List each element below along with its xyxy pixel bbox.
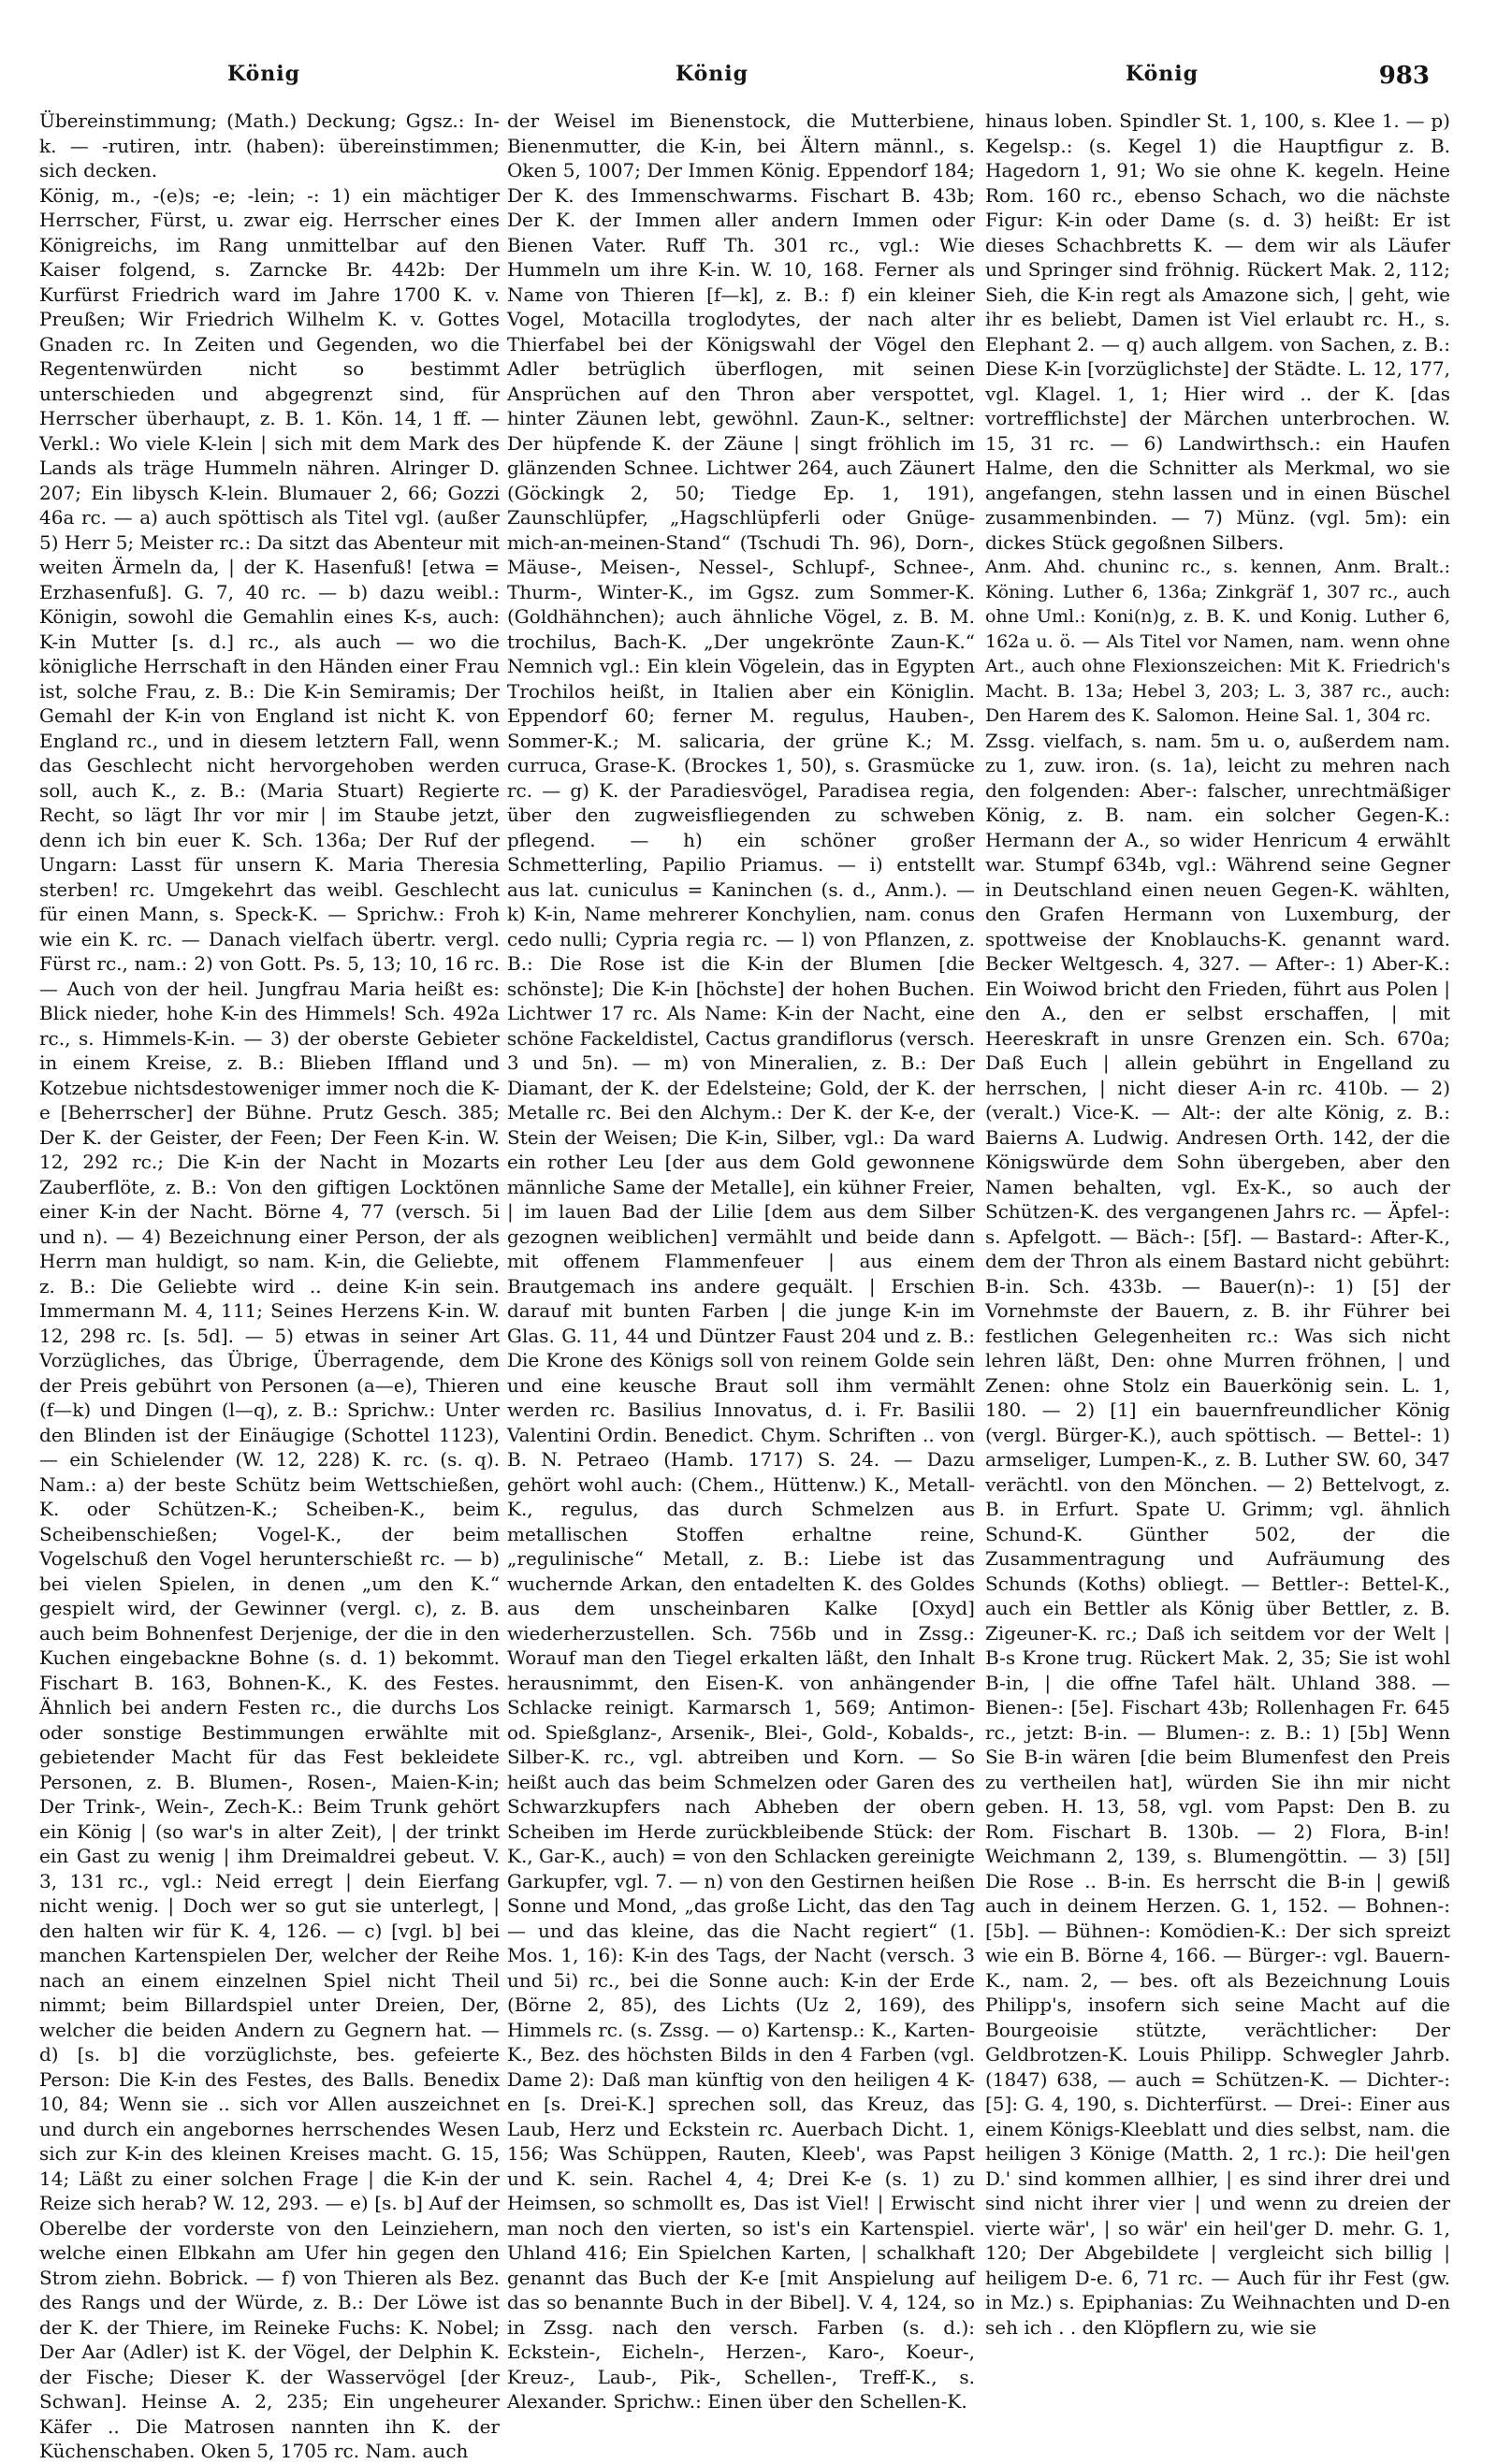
text-column-3 [985,109,1450,2339]
left-running-headword: König [227,62,301,86]
entry-koenig: König, m., -(e)s; -e; -lein; -: 1) ein mächtiger Herrscher, Fürst, u. zwar eig. Herrscher eines Königreichs, im Rang unmittelbar auf den Kaiser folgend, s. Zarncke Br. 442b: Der Kurfürst Friedrich ward im Jahre 1700 K. v. Preußen; Wir Friedrich Wilhelm K. v. Gottes Gnaden rc. In Zeiten und Gegenden, wo die Regentenwürden nicht so bestimmt unterschieden und abgegrenzt sind, für Herrscher überhaupt, z. B. 1. Kön. 14, 1 ff. — Verkl.: Wo viele K-lein | sich mit dem Mark des Lands als träge Hummeln nähren. Alringer D. 207; Ein libysch K-lein. Blumauer 2, 66; Gozzi 46a rc. — a) auch spöttisch als Titel vgl. (außer 5) Herr 5; Meister rc.: Da sitzt das Abenteur mit weiten Ärmeln da, | der K. Hasenfuß! [etwa = Erzhasenfuß]. G. 7, 40 rc. — b) dazu weibl.: Königin, sowohl die Gemahlin eines K-s, auch: K-in Mutter [s. d.] rc., als auch — wo die königliche Herrschaft in den Händen einer Frau ist, solche Frau, z. B.: Die K-in Semiramis; Der Gemahl der K-in von England ist nicht K. von England rc., und in diesem letztern Fall, wenn das Geschlecht nicht hervorgehoben werden soll, auch K., z. B.: (Maria Stuart) Regierte Recht, so lägt Ihr vor mir | im Staube jetzt, denn ich bin euer K. Sch. 136a; Der Ruf der Ungarn: Lasst für unsern K. Maria Theresia sterben! rc. Umgekehrt das weibl. Geschlecht für einen Mann, s. Speck-K. — Sprichw.: Froh wie ein K. rc. — Danach vielfach übertr. vergl. Fürst rc., nam.: 2) von Gott. Ps. 5, 13; 10, 16 rc. — Auch von der heil. Jungfrau Maria heißt es: Blick nieder, hohe K-in des Himmels! Sch. 492a rc., s. Himmels-K-in. — 3) der oberste Gebieter in einem Kreise, z. B.: Blieben Iffland und Kotzebue nichtsdestoweniger immer noch die K-e [Beherrscher] der Bühne. Prutz Gesch. 385; Der K. der Geister, der Feen; Der Feen K-in. W. 12, 292 rc.; Die K-in der Nacht in Mozarts Zauberflöte, z. B.: Von den giftigen Locktönen einer K-in der Nacht. Börne 4, 77 (versch. 5i und n). — 4) Bezeichnung einer Person, der als Herrn man huldigt, so nam. K-in, die Geliebte, z. B.: Die Geliebte wird .. deine K-in sein. Immermann M. 4, 111; Seines Herzens K-in. W. 12, 298 rc. [s. 5d]. — 5) etwas in seiner Art Vorzügliches, das Übrige, Überragende, dem der Preis gebührt von Personen (a—e), Thieren (f—k) und Dingen (l—q), z. B.: Sprichw.: Unter den Blinden ist der Einäugige (Schottel 1123), — ein Schielender (W. 12, 228) K. rc. (s. q). Nam.: a) der beste Schütz beim Wettschießen, K. oder Schützen-K.; Scheiben-K., beim Scheibenschießen; Vogel-K., der beim Vogelschuß den Vogel herunterschießt rc. — b) bei vielen Spielen, in denen „um den K.“ gespielt wird, der Gewinner (vergl. c), z. B. auch beim Bohnenfest Derjenige, der die in den Kuchen eingebackne Bohne (s. d. 1) bekommt. Fischart B. 163, Bohnen-K., K. des Festes. Ähnlich bei andern Festen rc., die durchs Los oder sonstige Bestimmungen erwählte mit gebietender Macht für das Fest bekleidete Personen, z. B. Blumen-, Rosen-, Maien-K-in; Der Trink-, Wein-, Zech-K.: Beim Trunk gehört ein König | (so war's in alter Zeit), | der trinkt ein Gast zu wenig | ihm Dreimaldrei gebeut. V. 3, 131 rc., vgl.: Neid erregt | dein Eierfang nicht wenig. | Doch wer so gut sie unterlegt, | den halten wir für K. 4, 126. — c) [vgl. b] bei manchen Kartenspielen Der, welcher der Reihe nach an einem einzelnen Spiel nicht Theil nimmt; beim Billardspiel unter Dreien, Der, welcher die beiden Andern zu Gegnern hat. — d) [s. b] die vorzüglichste, bes. gefeierte Person: Die K-in des Festes, des Balls. Benedix 10, 84; Wenn sie .. sich vor Allen auszeichnet und durch ein angebornes herrschendes Wesen sich zur K-in des kleinen Kreises macht. G. 15, 14; Läßt zu einer solchen Frage | die K-in der Reize sich herab? W. 12, 293. — e) [s. b] Auf der Oberelbe der vorderste von den Leinziehern, welche einen Elbkahn am Ufer hin gegen den Strom ziehn. Bobrick. — f) von Thieren als Bez. des Rangs und der Würde, z. B.: Der Löwe ist der K. der Thiere, im Reineke Fuchs: K. Nobel; Der Aar (Adler) ist K. der Vögel, der Delphin K. der Fische; Dieser K. der Wasservögel [der Schwan]. Heinse A. 2, 235; Ein ungeheurer Käfer .. Die Matrosen nannten ihn K. der Küchenschaben. Oken 5, 1705 rc. Nam. auch [39,183,500,2462]
column-3-paragraph: hinaus loben. Spindler St. 1, 100, s. Klee 1. — p) Kegelsp.: (s. Kegel 1) die Hauptfigur z. B. Hagedorn 1, 91; Wo sie ohne K. kegeln. Heine Rom. 160 rc., ebenso Schach, wo die nächste Figur: K-in oder Dame (s. d. 3) heißt: Er ist dieses Schachbretts K. — dem wir als Läufer und Springer sind fröhnig. Rückert Mak. 2, 112; Sieh, die K-in regt als Amazone sich, | geht, wie ihr es beliebt, Damen ist Viel erlaubt rc. H., s. Elephant 2. — q) auch allgem. von Sachen, z. B.: Diese K-in [vorzüglichste] der Städte. L. 12, 177, vgl. Klagel. 1, 1; Hier wird .. der K. [das vortrefflichste] der Märchen unterbrochen. W. 15, 31 rc. — 6) Landwirthsch.: ein Haufen Halme, den die Schnitter als Merkmal, wo sie angefangen, stehn lassen und in einen Büschel zusammenbinden. — 7) Münz. (vgl. 5m): ein dickes Stück gegoßnen Silbers. [985,109,1450,554]
page-number: 983 [1378,62,1430,90]
page-header [0,62,1497,99]
middle-running-headword: König [676,62,749,86]
column-1-paragraph: Übereinstimmung; (Math.) Deckung; Ggsz.: In-k. — -rutiren, intr. (haben): übereinstimmen; sich decken. [39,109,500,181]
text-column-2 [507,109,975,2413]
column-2-paragraph: der Weisel im Bienenstock, die Mutterbiene, Bienenmutter, die K-in, bei Ältern männl., s. Oken 5, 1007; Der Immen König. Eppendorf 184; Der K. des Immenschwarms. Fischart B. 43b; Der K. der Immen aller andern Immen oder Bienen Vater. Ruff Th. 301 rc., vgl.: Wie Hummeln um ihre K-in. W. 10, 168. Ferner als Name von Thieren [f—k], z. B.: f) ein kleiner Vogel, Motacilla troglodytes, der nach alter Thierfabel bei der Königswahl der Vögel den Adler betrüglich überflogen, mit seinen Ansprüchen auf den Thron aber verspottet, hinter Zäunen lebt, gewöhnl. Zaun-K., seltner: Der hüpfende K. der Zäune | singt fröhlich im glänzenden Schnee. Lichtwer 264, auch Zäunert (Göckingk 2, 50; Tiedge Ep. 1, 191), Zaunschlüpfer, „Hagschlüpferli oder Gnüge-mich-an-meinen-Stand“ (Tschudi Th. 96), Dorn-, Mäuse-, Meisen-, Nessel-, Schlupf-, Schnee-, Thurm-, Winter-K., im Ggsz. zum Sommer-K. (Goldhähnchen); auch ähnliche Vögel, z. B. M. trochilus, Bach-K. „Der ungekrönte Zaun-K.“ Nemnich vgl.: Ein klein Vögelein, das in Egypten Trochilos heißt, in Italien aber ein Königlin. Eppendorf 60; ferner M. regulus, Hauben-, Sommer-K.; M. salicaria, der grüne K.; M. curruca, Grase-K. (Brockes 1, 50), s. Grasmücke rc. — g) K. der Paradiesvögel, Paradisea regia, über den zugweisfliegenden zu schweben pflegend. — h) ein schöner großer Schmetterling, Papilio Priamus. — i) entstellt aus lat. cuniculus = Kaninchen (s. d., Anm.). — k) K-in, Name mehrerer Konchylien, nam. conus cedo nulli; Cypria regia rc. — l) von Pflanzen, z. B.: Die Rose ist die K-in der Blumen [die schönste]; Die K-in [höchste] der hohen Buchen. Lichtwer 17 rc. Als Name: K-in der Nacht, eine schöne Fackeldistel, Cactus grandiflorus (versch. 3 und 5n). — m) von Mineralien, z. B.: Der Diamant, der K. der Edelsteine; Gold, der K. der Metalle rc. Bei den Alchym.: Der K. der K-e, der Stein der Weisen; Die K-in, Silber, vgl.: Da ward ein rother Leu [der aus dem Gold gewonnene männliche Same der Metalle], ein kühner Freier, | im lauen Bad der Lilie [dem aus dem Silber gezognen weiblichen] vermählt und beide dann mit offenem Flammenfeuer | aus einem Brautgemach ins andere gequält. | Erschien darauf mit bunten Farben | die junge K-in im Glas. G. 11, 44 und Düntzer Faust 204 und z. B.: Die Krone des Königs soll von reinem Golde sein und eine keusche Braut soll ihm vermählt werden rc. Basilius Innovatus, d. i. Fr. Basilii Valentini Ordin. Benedict. Chym. Schriften .. von B. N. Petraeo (Hamb. 1717) S. 24. — Dazu gehört wohl auch: (Chem., Hüttenw.) K., Metall-K., regulus, das durch Schmelzen aus metallischen Stoffen erhaltne reine, „regulinische“ Metall, z. B.: Liebe ist das wuchernde Arkan, den entadelten K. des Goldes aus dem unscheinbaren Kalke [Oxyd] wiederherzustellen. Sch. 756b und in Zssg.: Worauf man den Tiegel erkalten läßt, den Inhalt herausnimmt, den Eisen-K. von anhängender Schlacke reinigt. Karmarsch 1, 569; Antimon- od. Spießglanz-, Arsenik-, Blei-, Gold-, Kobalds-, Silber-K. rc., vgl. abtreiben und Korn. — So heißt auch das beim Schmelzen oder Garen des Schwarzkupfers nach Abheben der obern Scheiben im Herde zurückbleibende Stück: der K., Gar-K., auch) = von den Schlacken gereinigte Garkupfer, vgl. 7. — n) von den Gestirnen heißen Sonne und Mond, „das große Licht, das den Tag — und das kleine, das die Nacht regiert“ (1. Mos. 1, 16): K-in des Tags, der Nacht (versch. 3 und 5i) rc., bei die Sonne auch: K-in der Erde (Börne 2, 85), des Lichts (Uz 2, 169), des Himmels rc. (s. Zssg. — o) Kartensp.: K., Karten-K., Bez. des höchsten Bilds in den 4 Farben (vgl. Dame 2): Daß man künftig von den heiligen 4 K-en [s. Drei-K.] sprechen soll, das Kreuz, das Laub, Herz und Eckstein rc. Auerbach Dicht. 1, 156; Was Schüppen, Rauten, Kleeb', was Papst und K. sein. Rachel 4, 4; Drei K-e (s. 1) zu Heimsen, so schmollt es, Das ist Viel! | Erwischt man noch den vierten, so ist's ein Kartenspiel. Uhland 416; Ein Spielchen Karten, | schalkhaft genannt das Buch der K-e [mit Anspielung auf das so benannte Buch in der Bibel]. V. 4, 124, so in Zssg. nach den versch. Farben (s. d.): Eckstein-, Eicheln-, Herzen-, Karo-, Koeur-, Kreuz-, Laub-, Pik-, Schellen-, Treff-K., s. Alexander. Sprichw.: Einen über den Schellen-K. [507,109,975,2413]
text-column-1 [39,109,500,2462]
right-running-headword: König [1126,62,1199,86]
compounds-paragraph: Zssg. vielfach, s. nam. 5m u. o, außerdem nam. zu 1, zuw. iron. (s. 1a), leicht zu mehren nach den folgenden: Aber-: falscher, unrechtmäßiger König, z. B. nam. ein solcher Gegen-K.: Hermann der A., so wider Henricum 4 erwählt war. Stumpf 634b, vgl.: Während seine Gegner in Deutschland einen neuen Gegen-K. wählten, den Grafen Hermann von Luxemburg, der spottweise der Knoblauchs-K. genannt ward. Becker Weltgesch. 4, 327. — After-: 1) Aber-K.: Ein Woiwod bricht den Frieden, führt aus Polen | den A., den er selbst erschaffen, | mit Heereskraft in unsre Grenzen ein. Sch. 670a; Daß Euch | allein gebührt in Engelland zu herrschen, | nicht dieser A-in rc. 410b. — 2) (veralt.) Vice-K. — Alt-: der alte König, z. B.: Baierns A. Ludwig. Andresen Orth. 142, der die Königswürde dem Sohn übergeben, aber den Namen behalten, vgl. Ex-K., so auch der Schützen-K. des vergangenen Jahrs rc. — Äpfel-: s. Apfelgott. — Bäch-: [5f]. — Bastard-: After-K., dem der Thron als einem Bastard nicht gebührt: B-in. Sch. 433b. — Bauer(n)-: 1) [5] der Vornehmste der Bauern, z. B. ihr Führer bei festlichen Gelegenheiten rc.: Was sich nicht lehren läßt, Den: ohne Murren fröhnen, | und Zenen: ohne Stolz ein Bauerkönig sein. L. 1, 180. — 2) [1] ein bauernfreundlicher König (vergl. Bürger-K.), auch spöttisch. — Bettel-: 1) armseliger, Lumpen-K., z. B. Luther SW. 60, 347 verächtl. von den Mönchen. — 2) Bettelvogt, z. B. in Erfurt. Spate U. Grimm; vgl. ähnlich Schund-K. Günther 502, der die Zusammentragung und Aufräumung des Schunds (Koths) obliegt. — Bettler-: Bettel-K., auch ein Bettler als König über Bettler, z. B. Zigeuner-K. rc.; Daß ich seitdem vor der Welt | B-s Krone trug. Rückert Mak. 2, 35; Sie ist wohl B-in, | die offne Tafel hält. Uhland 388. — Bienen-: [5e]. Fischart 43b; Rollenhagen Fr. 645 rc., jetzt: B-in. — Blumen-: z. B.: 1) [5b] Wenn Sie B-in wären [die beim Blumenfest den Preis zu vertheilen hat], würden Sie ihn mir nicht geben. H. 13, 58, vgl. vom Papst: Den B. zu Rom. Fischart B. 130b. — 2) Flora, B-in! Weichmann 2, 139, s. Blumengöttin. — 3) [5l] Die Rose .. B-in. Es herrscht die B-in | gewiß auch in deinem Herzen. G. 1, 152. — Bohnen-: [5b]. — Bühnen-: Komödien-K.: Der sich spreizt wie ein B. Börne 4, 166. — Bürger-: vgl. Bauern-K., nam. 2, — bes. oft als Bezeichnung Louis Philipp's, insofern sich seine Macht auf die Bourgeoisie stützte, verächtlicher: Der Geldbrotzen-K. Louis Philipp. Schwegler Jahrb. (1847) 638, — auch = Schützen-K. — Dichter-: [5]: G. 4, 190, s. Dichterfürst. — Drei-: Einer aus einem Königs-Kleeblatt und dies selbst, nam. die heiligen 3 Könige (Matth. 2, 1 rc.): Die heil'gen D.' sind kommen allhier, | es sind ihrer drei und sind nicht ihrer vier | und wenn zu dreien der vierte wär', | so wär' ein heil'ger D. mehr. G. 1, 120; Der Abgebildete | vergleicht sich billig | heiligem D-e. 6, 71 rc. — Auch für ihr Fest (gw. in Mz.) s. Epiphanias: Zu Weihnachten und D-en seh ich . . den Klöpflern zu, wie sie [985,729,1450,2339]
etymology-note: Anm. Ahd. chuninc rc., s. kennen, Anm. Bralt.: Köning. Luther 6, 136a; Zinkgräf 1, 307 rc., auch ohne Uml.: Koni(n)g, z. B. K. und Konig. Luther 6, 162a u. ö. — Als Titel vor Namen, nam. wenn ohne Art., auch ohne Flexionszeichen: Mit K. Friedrich's Macht. B. 13a; Hebel 3, 203; L. 3, 387 rc., auch: Den Harem des K. Salomon. Heine Sal. 1, 304 rc. [985,557,1450,726]
